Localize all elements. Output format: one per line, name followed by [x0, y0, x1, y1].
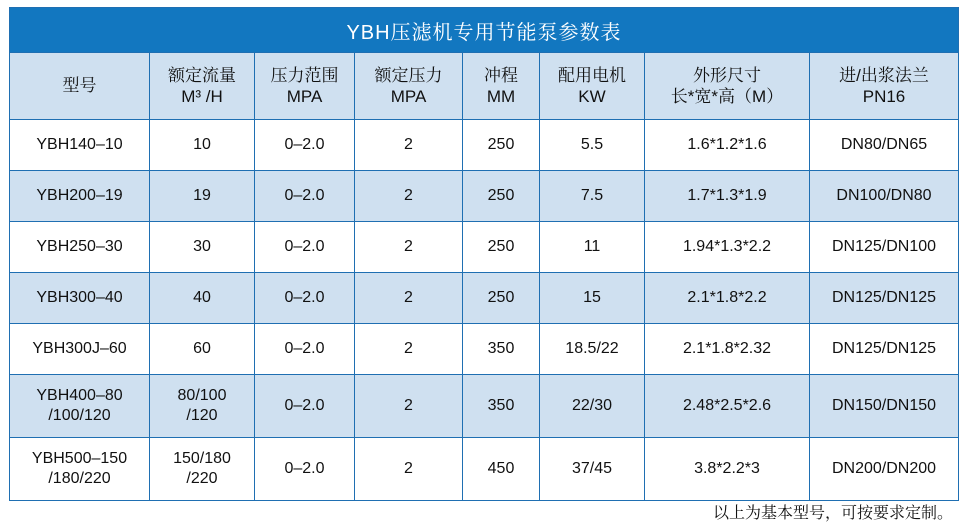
cell-model: YBH200–19 — [10, 171, 150, 222]
cell-dimension: 1.6*1.2*1.6 — [645, 120, 810, 171]
cell-pressure: 2 — [355, 120, 463, 171]
header-line1: 冲程 — [484, 65, 518, 85]
cell-model: YBH140–10 — [10, 120, 150, 171]
cell-motor: 5.5 — [540, 120, 645, 171]
cell-stroke: 350 — [463, 324, 540, 375]
header-line2: MPA — [390, 87, 427, 106]
cell-pressure-range: 0–2.0 — [255, 375, 355, 438]
cell-model: YBH250–30 — [10, 222, 150, 273]
cell-motor: 37/45 — [540, 438, 645, 501]
header-line2: 长*宽*高（M） — [670, 87, 784, 106]
cell-pressure-range: 0–2.0 — [255, 324, 355, 375]
table-row — [10, 171, 959, 222]
cell-pressure: 2 — [355, 324, 463, 375]
cell-flange: DN100/DN80 — [810, 171, 959, 222]
cell-flange: DN80/DN65 — [810, 120, 959, 171]
cell-stroke: 250 — [463, 171, 540, 222]
table-row — [10, 273, 959, 324]
table-row — [10, 120, 959, 171]
cell-pressure: 2 — [355, 171, 463, 222]
cell-flange: DN200/DN200 — [810, 438, 959, 501]
header-cell-motor — [540, 53, 645, 120]
cell-motor: 7.5 — [540, 171, 645, 222]
cell-dimension: 3.8*2.2*3 — [645, 438, 810, 501]
cell-model: YBH300–40 — [10, 273, 150, 324]
cell-flow: 60 — [150, 324, 255, 375]
cell-flow: 40 — [150, 273, 255, 324]
header-line1: 外形尺寸 — [693, 65, 761, 85]
table-row — [10, 438, 959, 501]
cell-dimension: 2.48*2.5*2.6 — [645, 375, 810, 438]
header-cell-flange — [810, 53, 959, 120]
pump-spec-table — [9, 7, 959, 501]
cell-pressure-range: 0–2.0 — [255, 273, 355, 324]
header-line1: 压力范围 — [270, 65, 339, 85]
cell-flow: 30 — [150, 222, 255, 273]
header-line1: 进/出浆法兰 — [839, 65, 929, 85]
cell-stroke: 250 — [463, 273, 540, 324]
cell-flange: DN150/DN150 — [810, 375, 959, 438]
header-cell-stroke — [463, 53, 540, 120]
header-line1: 额定压力 — [374, 65, 443, 85]
cell-dimension: 1.7*1.3*1.9 — [645, 171, 810, 222]
table-row — [10, 222, 959, 273]
cell-pressure-range: 0–2.0 — [255, 171, 355, 222]
header-cell-dimension — [645, 53, 810, 120]
cell-dimension: 2.1*1.8*2.32 — [645, 324, 810, 375]
cell-flange: DN125/DN125 — [810, 324, 959, 375]
table-row — [10, 324, 959, 375]
footer-note: 以上为基本型号，可按要求定制。 — [712, 505, 953, 522]
header-cell-model — [10, 53, 150, 120]
cell-flange: DN125/DN100 — [810, 222, 959, 273]
cell-dimension: 1.94*1.3*2.2 — [645, 222, 810, 273]
cell-dimension: 2.1*1.8*2.2 — [645, 273, 810, 324]
header-cell-pressure-range — [255, 53, 355, 120]
header-cell-pressure — [355, 53, 463, 120]
table-header-row — [10, 53, 959, 120]
header-line2: KW — [578, 87, 606, 106]
cell-motor: 15 — [540, 273, 645, 324]
cell-pressure-range: 0–2.0 — [255, 438, 355, 501]
cell-pressure-range: 0–2.0 — [255, 120, 355, 171]
cell-motor: 11 — [540, 222, 645, 273]
header-cell-flow — [150, 53, 255, 120]
header-line1: 型号 — [62, 76, 97, 96]
table-row — [10, 375, 959, 438]
cell-motor: 18.5/22 — [540, 324, 645, 375]
table-title-row — [10, 8, 959, 53]
cell-stroke: 250 — [463, 222, 540, 273]
header-line2: MPA — [286, 87, 323, 106]
table-title: YBH压滤机专用节能泵参数表 — [10, 8, 959, 53]
header-line2: M³ /H — [181, 87, 223, 106]
cell-motor: 22/30 — [540, 375, 645, 438]
cell-pressure: 2 — [355, 222, 463, 273]
cell-pressure: 2 — [355, 273, 463, 324]
cell-stroke: 250 — [463, 120, 540, 171]
header-line2: MM — [486, 87, 516, 106]
cell-flow: 19 — [150, 171, 255, 222]
cell-flange: DN125/DN125 — [810, 273, 959, 324]
cell-flow: 80/100 /120 — [150, 375, 255, 438]
header-line1: 配用电机 — [558, 65, 626, 85]
cell-model: YBH500–150 /180/220 — [10, 438, 150, 501]
cell-model: YBH400–80 /100/120 — [10, 375, 150, 438]
cell-stroke: 350 — [463, 375, 540, 438]
header-line2: PN16 — [862, 87, 906, 106]
cell-pressure: 2 — [355, 375, 463, 438]
cell-flow: 10 — [150, 120, 255, 171]
spec-sheet-page — [0, 7, 967, 531]
header-line1: 额定流量 — [168, 65, 236, 85]
cell-pressure-range: 0–2.0 — [255, 222, 355, 273]
cell-flow: 150/180 /220 — [150, 438, 255, 501]
cell-pressure: 2 — [355, 438, 463, 501]
cell-stroke: 450 — [463, 438, 540, 501]
cell-model: YBH300J–60 — [10, 324, 150, 375]
